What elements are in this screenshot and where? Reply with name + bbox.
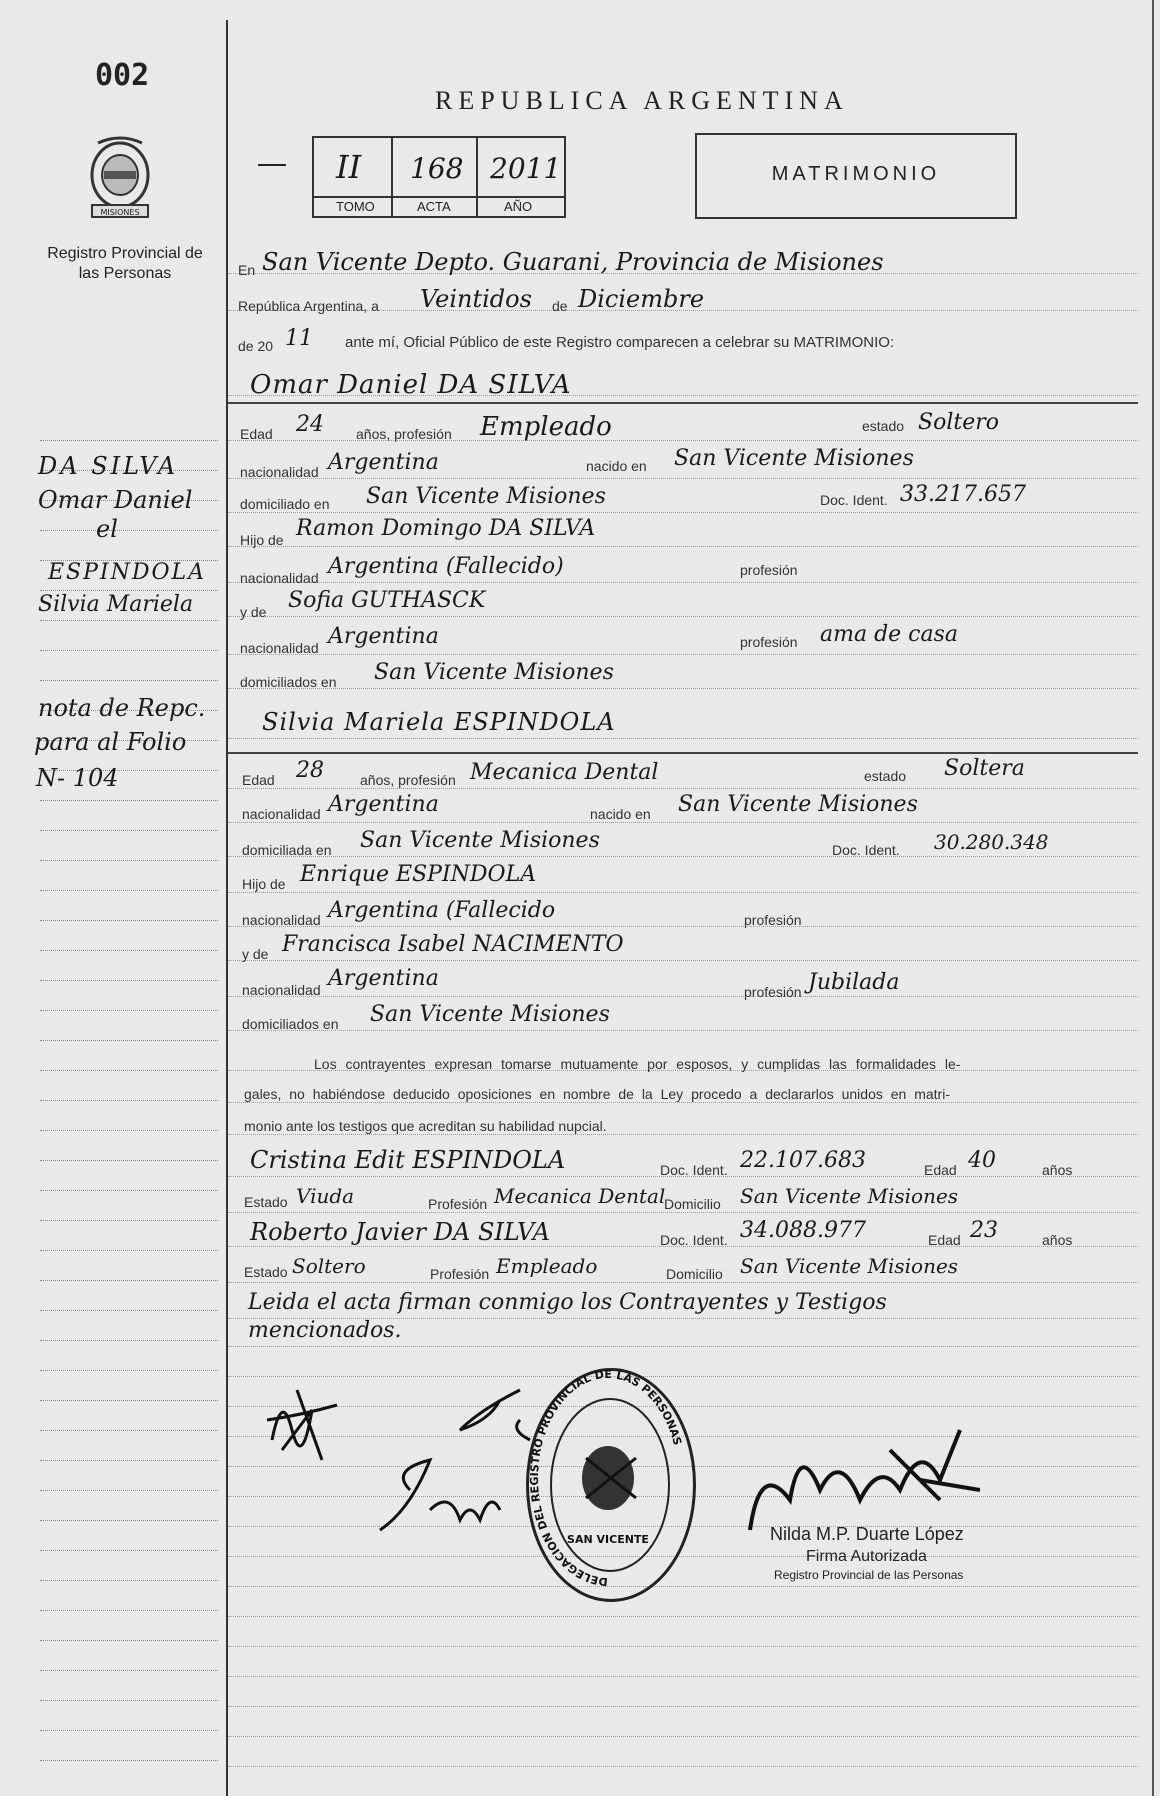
groom-dom-label: domiciliado en [240, 496, 330, 512]
acta-label: ACTA [417, 199, 451, 214]
groom-mother-nac: Argentina [328, 624, 439, 649]
official-dept: Registro Provincial de las Personas [774, 1568, 964, 1582]
official-name: Nilda M.P. Duarte López [770, 1524, 964, 1544]
ante-text: ante mí, Oficial Público de este Registro comparecen a celebrar su MATRIMONIO: [345, 334, 895, 351]
place-value: San Vicente Depto. Guarani, Provincia de Misiones [262, 248, 884, 276]
logo-text: MISIONES [100, 208, 140, 217]
day-value: Veintidos [420, 285, 532, 313]
groom-nacido-label: nacido en [586, 458, 647, 474]
label-de: de [552, 298, 568, 314]
margin-note-groom-surname: DA SILVA [38, 452, 179, 480]
province-seal-icon [82, 135, 158, 225]
groom-estado-label: estado [862, 418, 905, 434]
witness1-edad: 40 [968, 1148, 996, 1173]
groom-profesion: Empleado [480, 412, 612, 442]
groom-father: Ramon Domingo DA SILVA [296, 516, 596, 541]
witness1-estado: Viuda [296, 1184, 355, 1208]
bride-doc: 30.280.348 [934, 830, 1049, 854]
bride-prof-label: años, profesión [360, 772, 456, 788]
stamp-text [526, 1368, 690, 1596]
bride-mother-prof-label: profesión [744, 984, 802, 1000]
doc-type: MATRIMONIO [771, 163, 941, 185]
margin-divider [226, 20, 228, 1796]
witness1-doc-label: Doc. Ident. [660, 1162, 728, 1178]
witness1-edad-label: Edad [924, 1162, 957, 1178]
anio-label: AÑO [504, 199, 533, 214]
closing-line-2: mencionados. [248, 1318, 402, 1343]
groom-edad-label: Edad [240, 426, 273, 442]
witness2-dom-label: Domicilio [666, 1266, 723, 1282]
acta-value: 168 [410, 152, 464, 185]
groom-parents-dom-label: domiciliados en [240, 674, 337, 690]
groom-estado: Soltero [918, 410, 999, 435]
groom-name: Omar Daniel DA SILVA [250, 370, 572, 400]
groom-hijo-label: Hijo de [240, 532, 284, 548]
page-edge [1152, 0, 1154, 1796]
year-suffix-value: 11 [285, 326, 313, 351]
witness2-edad: 23 [970, 1218, 998, 1243]
bride-name: Silvia Mariela ESPINDOLA [262, 708, 616, 736]
groom-mother: Sofia GUTHASCK [288, 588, 486, 613]
bride-parents-dom-label: domiciliados en [242, 1016, 339, 1032]
signature-2 [370, 1370, 550, 1555]
declaration-line-3: monio ante los testigos que acreditan su habilidad nupcial. [244, 1118, 607, 1134]
bride-father-prof-label: profesión [744, 912, 802, 928]
closing-line-1: Leida el acta firman conmigo los Contrayentes y Testigos [248, 1290, 887, 1315]
groom-mother-prof-label: profesión [740, 634, 798, 650]
registry-name: Registro Provincial de las Personas [47, 245, 203, 282]
groom-nacido: San Vicente Misiones [674, 446, 914, 471]
bride-nacionalidad: Argentina [328, 792, 439, 817]
groom-nac-label: nacionalidad [240, 464, 319, 480]
witness2-doc: 34.088.977 [740, 1218, 866, 1243]
declaration-line-1: Los contrayentes expresan tomarse mutuamente por esposos, y cumplidas las formalidades le- [314, 1056, 961, 1072]
bride-profesion: Mecanica Dental [470, 760, 659, 785]
witness1-dom-label: Domicilio [664, 1196, 721, 1212]
witness2-estado: Soltero [292, 1254, 366, 1278]
bride-doc-label: Doc. Ident. [832, 842, 900, 858]
witness1-doc: 22.107.683 [740, 1148, 866, 1173]
witness2-estado-label: Estado [244, 1264, 288, 1280]
bride-nac-label: nacionalidad [242, 806, 321, 822]
bride-mother-nac: Argentina [328, 966, 439, 991]
witness1-anos-label: años [1042, 1162, 1073, 1178]
header-dash [258, 164, 286, 166]
groom-parents-dom: San Vicente Misiones [374, 660, 614, 685]
doc-type-box [695, 133, 1017, 219]
bride-father-nac: Argentina (Fallecido [328, 898, 556, 923]
bride-edad: 28 [296, 758, 324, 783]
groom-yde-label: y de [240, 604, 267, 620]
groom-father-prof-label: profesión [740, 562, 798, 578]
margin-note-groom-name: Omar Daniel [38, 486, 193, 514]
witness1-estado-label: Estado [244, 1194, 288, 1210]
tomo-value: II [336, 148, 362, 186]
bride-edad-label: Edad [242, 772, 275, 788]
margin-note-bride-name: Silvia Mariela [38, 592, 194, 617]
signature-1 [262, 1370, 342, 1475]
groom-doc-label: Doc. Ident. [820, 492, 888, 508]
acta-number-box [312, 136, 566, 218]
witness1-domicilio: San Vicente Misiones [740, 1184, 959, 1208]
month-value: Diciembre [578, 285, 705, 313]
witness2-name: Roberto Javier DA SILVA [250, 1218, 550, 1246]
witness2-prof-label: Profesión [430, 1266, 490, 1282]
label-republica: República Argentina, a [238, 298, 379, 314]
witness2-profesion: Empleado [496, 1254, 598, 1278]
label-year-prefix: de 20 [238, 338, 274, 354]
groom-mother-prof: ama de casa [820, 622, 959, 647]
groom-domicilio: San Vicente Misiones [366, 484, 606, 509]
bride-hijo-label: Hijo de [242, 876, 286, 892]
witness2-doc-label: Doc. Ident. [660, 1232, 728, 1248]
groom-mother-nac-label: nacionalidad [240, 640, 319, 656]
bride-estado-label: estado [864, 768, 907, 784]
groom-father-nac-label: nacionalidad [240, 570, 319, 586]
groom-edad: 24 [296, 412, 324, 437]
bride-mother-prof: Jubilada [808, 970, 900, 995]
margin-note-reference-2: para al Folio [34, 728, 187, 756]
margin-note-connector: el [96, 515, 118, 543]
groom-doc: 33.217.657 [900, 482, 1026, 507]
bride-dom-label: domiciliada en [242, 842, 332, 858]
bride-father: Enrique ESPINDOLA [300, 862, 537, 887]
witness2-domicilio: San Vicente Misiones [740, 1254, 959, 1278]
margin-note-reference-3: N- 104 [36, 764, 119, 792]
country-title: REPUBLICA ARGENTINA [435, 86, 849, 115]
tomo-label: TOMO [336, 199, 375, 214]
bride-parents-dom: San Vicente Misiones [370, 1002, 610, 1027]
official-title: Firma Autorizada [806, 1548, 927, 1565]
groom-nacionalidad: Argentina [328, 450, 439, 475]
bride-father-nac-label: nacionalidad [242, 912, 321, 928]
stamp-outer-text: DELEGACION DEL REGISTRO PROVINCIAL DE LAS PERSONAS [527, 1368, 685, 1589]
witness1-profesion: Mecanica Dental [494, 1184, 666, 1208]
margin-note-bride-surname: ESPINDOLA [48, 560, 207, 585]
witness2-edad-label: Edad [928, 1232, 961, 1248]
witness2-anos-label: años [1042, 1232, 1073, 1248]
bride-yde-label: y de [242, 946, 269, 962]
witness1-prof-label: Profesión [428, 1196, 488, 1212]
declaration-line-2: gales, no habiéndose deducido oposiciones en nombre de la Ley procedo a declararlos unidos en matri- [244, 1086, 950, 1102]
label-en: En [238, 262, 256, 278]
groom-father-nac: Argentina (Fallecido) [328, 554, 564, 579]
bride-domicilio: San Vicente Misiones [360, 828, 600, 853]
bride-mother: Francisca Isabel NACIMENTO [282, 932, 624, 957]
groom-prof-label: años, profesión [356, 426, 452, 442]
bride-nacido: San Vicente Misiones [678, 792, 918, 817]
anio-value: 2011 [490, 152, 562, 185]
folio-number: 002 [95, 58, 150, 93]
bride-mother-nac-label: nacionalidad [242, 982, 321, 998]
margin-note-reference-1: nota de Repc. [38, 694, 206, 722]
bride-nacido-label: nacido en [590, 806, 651, 822]
witness1-name: Cristina Edit ESPINDOLA [250, 1146, 566, 1174]
stamp-inner-text: SAN VICENTE [567, 1533, 649, 1546]
bride-estado: Soltera [944, 756, 1025, 781]
